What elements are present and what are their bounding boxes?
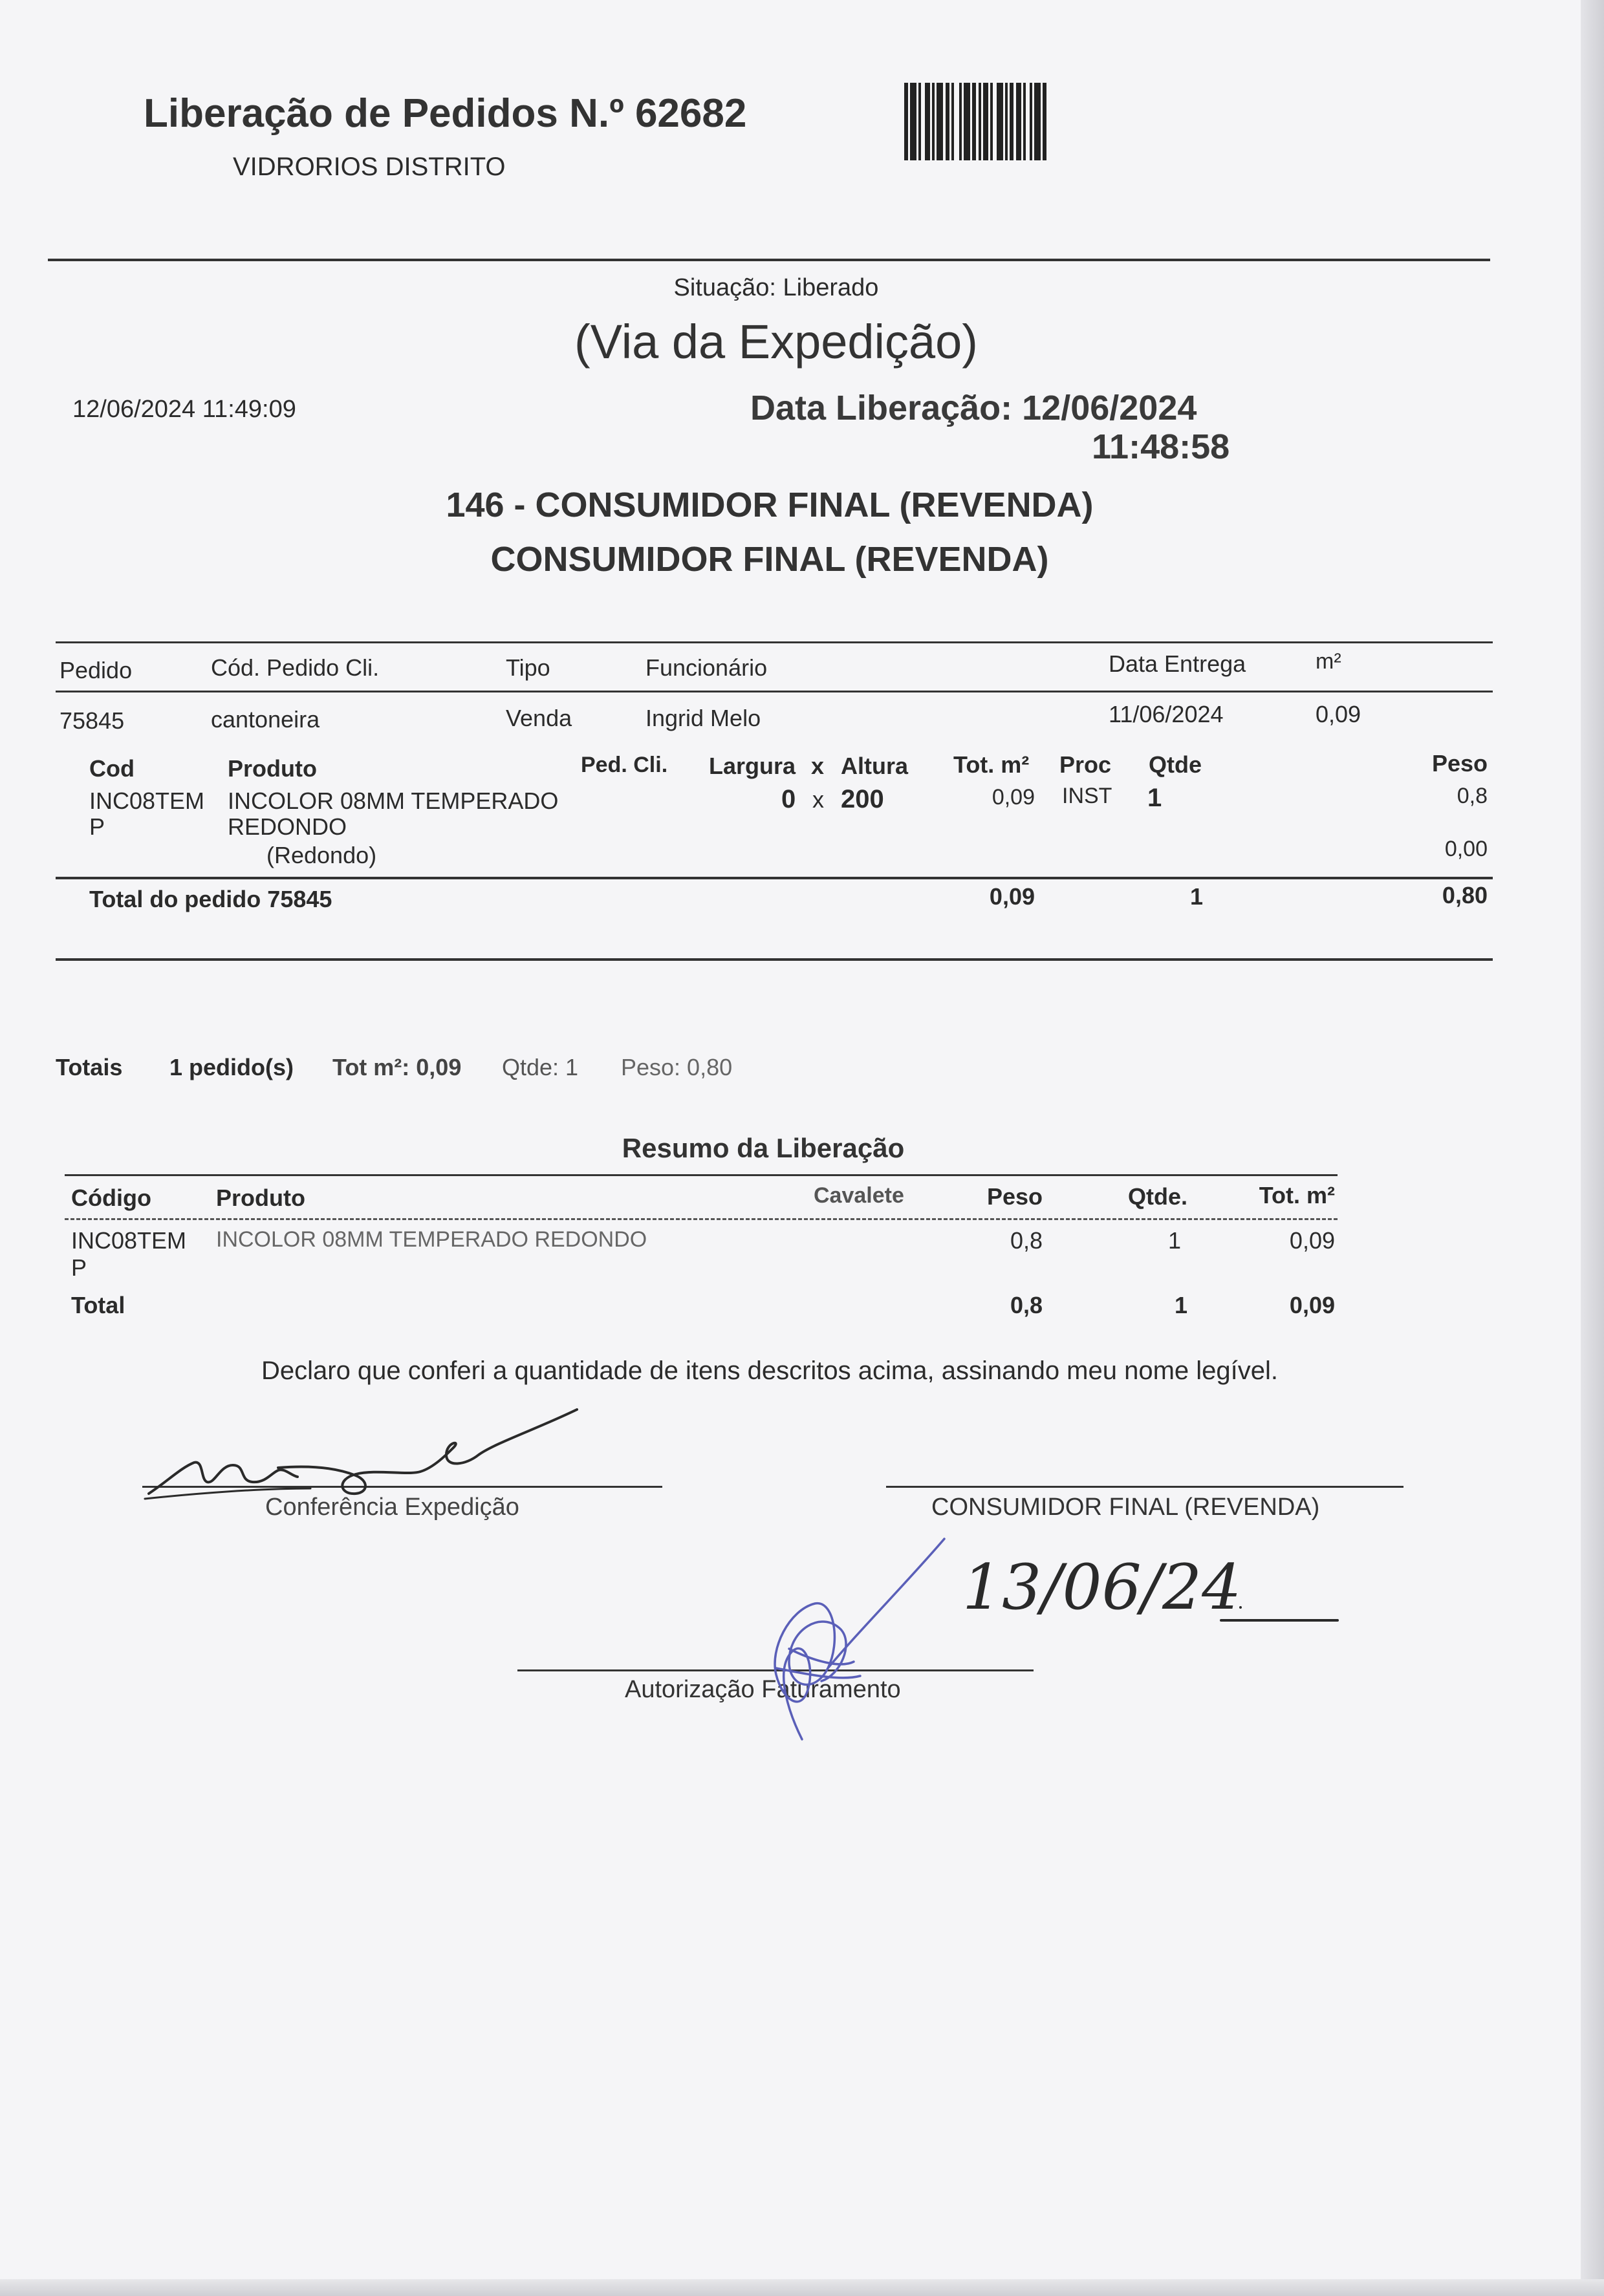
row-produto-line-1: INCOLOR 08MM TEMPERADO (228, 788, 559, 814)
declaration-text: Declaro que conferi a quantidade de itens descritos acima, assinando meu nome legível. (261, 1357, 1279, 1385)
resumo-total-label: Total (71, 1292, 125, 1318)
order-total-qtde: 1 (1190, 883, 1204, 910)
label-cod-pedido-cli: Cód. Pedido Cli. (211, 654, 380, 681)
barcode-bar (1005, 83, 1008, 160)
resumo-row-produto: INCOLOR 08MM TEMPERADO REDONDO (216, 1227, 647, 1252)
barcode-bar (937, 83, 943, 160)
client-line-2: CONSUMIDOR FINAL (REVENDA) (490, 540, 1049, 579)
col-peso: Peso (1431, 750, 1488, 777)
barcode-bar (979, 83, 981, 160)
row-altura: 200 (841, 785, 884, 813)
resumo-total-tot-m2: 0,09 (1289, 1292, 1335, 1318)
col-tot-m2: Tot. m² (953, 751, 1030, 778)
barcode-bar (910, 83, 916, 160)
resumo-total-qtde: 1 (1174, 1292, 1187, 1318)
resumo-row-tot-m2: 0,09 (1289, 1227, 1335, 1254)
signature-label-autorizacao: Autorização Faturamento (625, 1676, 901, 1703)
resumo-col-tot-m2: Tot. m² (1259, 1182, 1335, 1208)
handwritten-date (962, 1549, 1338, 1633)
svg-text:13/06/24: 13/06/24 (962, 1551, 1242, 1624)
row-peso-extra: 0,00 (1444, 837, 1488, 861)
resumo-row-codigo-2: P (71, 1254, 87, 1281)
totais-pedidos: 1 pedido(s) (169, 1054, 294, 1080)
order-total-m2: 0,09 (989, 883, 1035, 910)
col-altura: Altura (841, 753, 909, 779)
row-peso: 0,8 (1457, 784, 1488, 808)
resumo-total-peso: 0,8 (1010, 1292, 1043, 1318)
col-qtde: Qtde (1149, 751, 1202, 778)
paper-edge-bottom (0, 2279, 1604, 2296)
totais-qtde: Qtde: 1 (502, 1054, 579, 1080)
handwritten-signature-autorizacao (763, 1532, 957, 1739)
order-header-top-line (56, 641, 1493, 643)
row-x: x (812, 786, 824, 813)
barcode-bar (983, 83, 988, 160)
totais-tot-m2: Tot m²: 0,09 (332, 1054, 462, 1080)
value-funcionario: Ingrid Melo (645, 705, 761, 731)
col-proc: Proc (1059, 751, 1112, 778)
resumo-col-peso: Peso (986, 1183, 1043, 1210)
barcode-bar (959, 83, 962, 160)
barcode-bar (997, 83, 1003, 160)
label-tipo: Tipo (506, 654, 550, 681)
resumo-col-codigo: Código (71, 1185, 151, 1211)
totais-peso: Peso: 0,80 (621, 1054, 733, 1080)
resumo-col-cavalete: Cavalete (814, 1183, 904, 1208)
barcode-bar (951, 83, 954, 160)
col-largura: Largura (709, 753, 796, 779)
handwritten-signature-conferencia (142, 1403, 595, 1507)
order-total-peso: 0,80 (1442, 882, 1488, 908)
label-data-entrega: Data Entrega (1109, 650, 1246, 677)
col-cod: Cod (89, 755, 135, 782)
value-tipo: Venda (506, 705, 572, 731)
header-divider (48, 259, 1490, 261)
barcode-bar (990, 83, 993, 160)
value-data-entrega: 11/06/2024 (1109, 701, 1224, 727)
col-produto: Produto (228, 755, 317, 782)
col-x: x (811, 753, 825, 779)
barcode-bar (918, 83, 921, 160)
resumo-header-line (65, 1218, 1338, 1220)
row-largura: 0 (781, 785, 796, 813)
row-produto-line-3: (Redondo) (266, 842, 377, 868)
barcode-bar (946, 83, 949, 160)
value-m2: 0,09 (1316, 701, 1361, 727)
barcode-bar (932, 83, 935, 160)
totais-label: Totais (56, 1054, 123, 1080)
signature-label-conferencia: Conferência Expedição (265, 1494, 519, 1521)
barcode-bar (1043, 83, 1046, 160)
data-liberacao: Data Liberação: 12/06/2024 (750, 389, 1197, 427)
document-title: Liberação de Pedidos N.º 62682 (144, 91, 747, 136)
company-name: VIDRORIOS DISTRITO (233, 153, 506, 181)
barcode-bar (1010, 83, 1013, 160)
value-cod-pedido-cli: cantoneira (211, 706, 320, 733)
row-tot-m2: 0,09 (992, 785, 1035, 810)
value-pedido: 75845 (60, 707, 125, 734)
resumo-col-qtde: Qtde. (1127, 1183, 1187, 1210)
signature-line-consumidor (886, 1486, 1404, 1488)
situacao-status: Situação: Liberado (673, 274, 879, 301)
order-total-label: Total do pedido 75845 (89, 886, 332, 912)
resumo-row-codigo-1: INC08TEM (71, 1227, 187, 1254)
label-pedido: Pedido (60, 657, 133, 683)
barcode-bar (925, 83, 930, 160)
barcode-bar (972, 83, 976, 160)
items-total-line (56, 877, 1493, 879)
label-funcionario: Funcionário (645, 654, 768, 681)
resumo-col-produto: Produto (216, 1185, 305, 1211)
resumo-title: Resumo da Liberação (622, 1133, 905, 1163)
barcode (904, 83, 1158, 160)
barcode-bar (1030, 83, 1032, 160)
data-liberacao-time: 11:48:58 (1092, 427, 1230, 466)
barcode-bar (1023, 83, 1026, 160)
resumo-row-qtde: 1 (1167, 1227, 1181, 1254)
via-title: (Via da Expedição) (574, 315, 978, 369)
row-qtde: 1 (1147, 784, 1162, 812)
barcode-bar (1016, 83, 1021, 160)
printed-timestamp: 12/06/2024 11:49:09 (72, 396, 296, 423)
row-cod-line-2: P (89, 813, 105, 840)
resumo-row-peso: 0,8 (1010, 1227, 1043, 1254)
client-line-1: 146 - CONSUMIDOR FINAL (REVENDA) (446, 486, 1094, 524)
order-header-mid-line (56, 691, 1493, 692)
row-proc: INST (1062, 784, 1112, 808)
barcode-bar (964, 83, 970, 160)
paper-edge-right (1581, 0, 1604, 2296)
signature-label-consumidor: CONSUMIDOR FINAL (REVENDA) (931, 1494, 1320, 1521)
barcode-bar (904, 83, 908, 160)
row-cod-line-1: INC08TEM (89, 788, 205, 814)
barcode-bar (1034, 83, 1041, 160)
label-m2: m² (1316, 649, 1341, 674)
resumo-top-line (65, 1174, 1338, 1176)
items-bottom-line (56, 958, 1493, 961)
col-ped-cli: Ped. Cli. (581, 753, 668, 777)
row-produto-line-2: REDONDO (228, 813, 347, 840)
